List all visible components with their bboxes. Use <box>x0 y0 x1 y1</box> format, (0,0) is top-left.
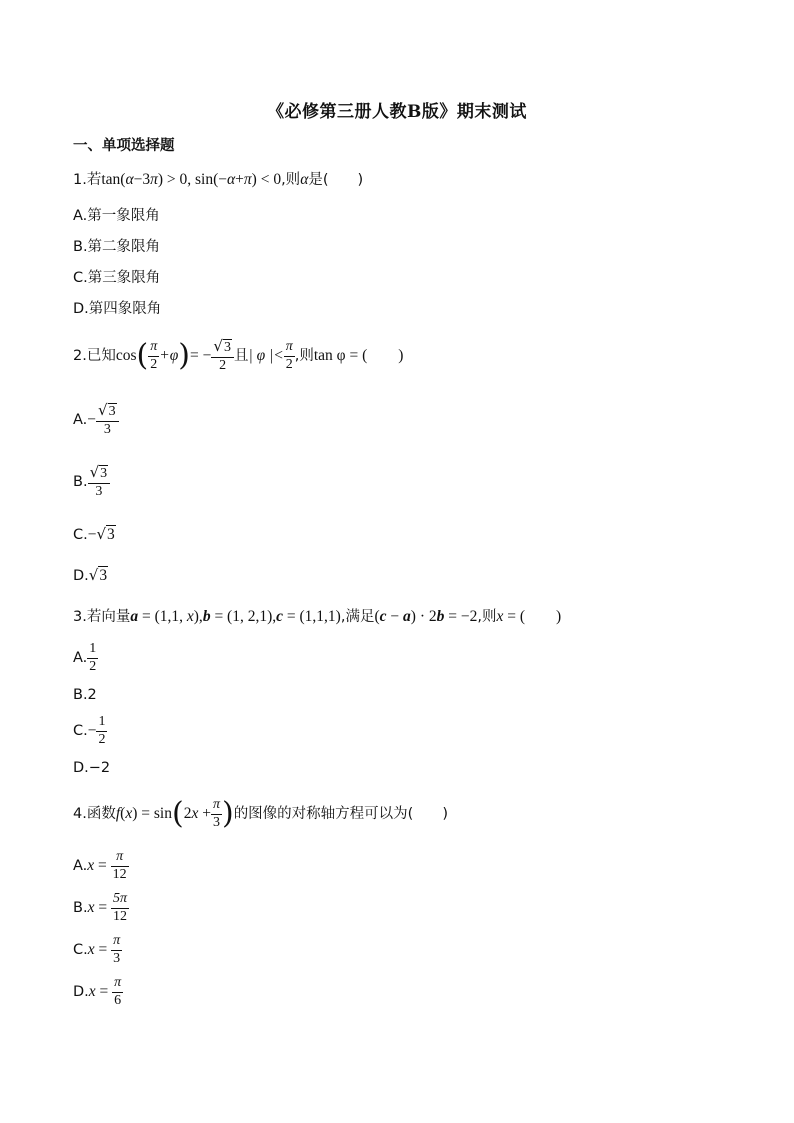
fraction: $\frac{5\pi}{12}$ <box>112 891 127 924</box>
option-4d: D.x = $\frac{\pi}{6}$ <box>73 975 122 1008</box>
question-text: 已知 <box>86 348 116 364</box>
math-expression: = − <box>190 347 212 364</box>
fraction: $\frac{\pi}{2}$ <box>285 339 293 372</box>
option-2c: C.−√3 <box>73 525 115 543</box>
section-heading: 一、单项选择题 <box>73 138 175 154</box>
math-expression: a = (1,1, x),b = (1, 2,1),c = (1,1,1) <box>130 608 341 625</box>
math-expression: 2x + <box>183 805 211 822</box>
fraction: $\frac{\pi}{12}$ <box>112 849 127 882</box>
option-4a: A.x = $\frac{\pi}{12}$ <box>73 849 127 882</box>
option-2b: B. $\frac{√3}{3}$ <box>73 462 110 502</box>
option-1c: C.第三象限角 <box>73 270 161 286</box>
option-1a: A.第一象限角 <box>73 208 160 224</box>
question-text: 若 <box>86 172 102 188</box>
question-text: ,则 <box>281 172 301 188</box>
fraction: $\frac{\pi}{2}$ <box>150 339 158 372</box>
fraction: $\frac{\pi}{3}$ <box>212 797 220 830</box>
option-1b: B.第二象限角 <box>73 239 161 255</box>
math-symbol: α <box>300 171 309 188</box>
math-expression: tan φ = ( ) <box>313 347 404 364</box>
question-2: 2.已知cos( $\frac{\pi}{2}$ +φ)= − $\frac{√3}{2}$ 且| φ |< $\frac{\pi}{2}$ ,则tan φ = ( ) <box>73 337 404 373</box>
question-3 <box>73 609 561 625</box>
question-text: 且 <box>233 348 249 364</box>
option-3a: A. $\frac{1}{2}$ <box>73 641 97 674</box>
math-expression: cos <box>115 347 137 364</box>
math-expression: f(x) = sin <box>115 805 172 822</box>
document-title: 《必修第三册人教B版》期末测试 <box>267 102 527 122</box>
question-text: 的图像的对称轴方程可以为( ) <box>233 806 449 822</box>
option-4b: B.x = $\frac{5\pi}{12}$ <box>73 891 127 924</box>
fraction: $\frac{√3}{2}$ <box>211 338 234 373</box>
option-4c: C.x = $\frac{\pi}{3}$ <box>73 933 121 966</box>
math-expression: x = ( ) <box>496 608 562 625</box>
fraction: $\frac{\pi}{3}$ <box>113 933 121 966</box>
fraction: $\frac{\pi}{6}$ <box>114 975 122 1008</box>
math-expression: | φ |< <box>248 347 284 364</box>
option-3b: B.2 <box>73 687 97 703</box>
question-4: 4.函数f(x) = sin(2x + $\frac{\pi}{3}$ )的图像的对称轴方程可以为( ) <box>73 796 449 831</box>
question-text: 函数 <box>86 806 116 822</box>
option-1d: D.第四象限角 <box>73 301 162 317</box>
fraction: $\frac{√3}{3}$ <box>88 464 111 499</box>
question-number: 2. <box>73 348 87 364</box>
question-number: 4. <box>73 806 87 822</box>
question-text: ,则 <box>477 609 497 625</box>
question-1 <box>73 172 363 188</box>
fraction: $\frac{1}{2}$ <box>89 641 97 674</box>
question-number: 3. <box>73 609 87 625</box>
option-3c: C.− $\frac{1}{2}$ <box>73 714 106 747</box>
fraction: $\frac{√3}{3}$ <box>96 402 119 437</box>
question-number: 1. <box>73 172 87 188</box>
option-2d: D.√3 <box>73 566 108 584</box>
option-3d: D.−2 <box>73 760 111 776</box>
fraction: $\frac{1}{2}$ <box>98 714 106 747</box>
question-text: 是( ) <box>308 172 364 188</box>
question-text: 若向量 <box>86 609 131 625</box>
math-expression: tan(α−3π) > 0, sin(−α+π) < 0 <box>101 171 282 188</box>
question-text: ,则 <box>294 348 314 364</box>
math-expression: +φ <box>159 347 179 364</box>
math-expression: (c − a) · 2b = −2 <box>374 608 478 625</box>
option-2a: A.− $\frac{√3}{3}$ <box>73 400 119 440</box>
question-text: ,满足 <box>340 609 375 625</box>
